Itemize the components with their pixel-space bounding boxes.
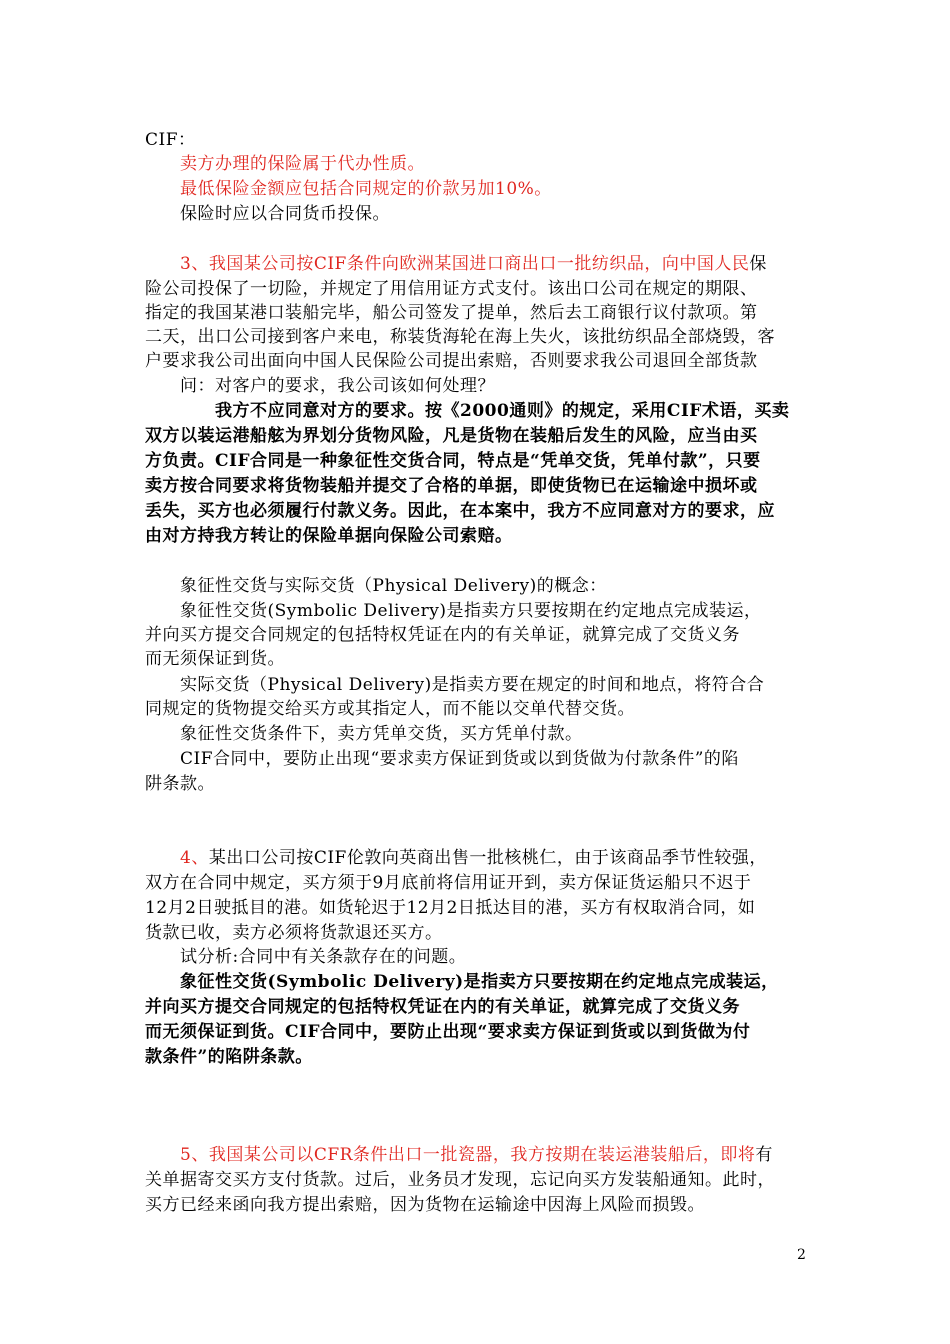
q3-line-1-red: 3、我国某公司按CIF条件向欧洲某国进口商出口一批纺织品，向中国人民 [180, 254, 750, 274]
q4-answer-3: 而无须保证到货。CIF合同中，要防止出现“要求卖方保证到货或以到货做为付 [145, 1022, 751, 1042]
cif-point-3: 保险时应以合同货币投保。 [180, 204, 390, 224]
q4-line-1 [180, 846, 810, 870]
q3-answer-5: 丢失，买方也必须履行付款义务。因此，在本案中，我方不应同意对方的要求，应 [145, 501, 775, 521]
q4-answer-1: 象征性交货(Symbolic Delivery)是指卖方只要按期在约定地点完成装运， [180, 972, 779, 992]
q3-answer-2: 双方以装运港船舷为界划分货物风险，凡是货物在装船后发生的风险，应当由买 [145, 426, 758, 446]
q3-answer-3: 方负责。CIF合同是一种象征性交货合同，特点是“凭单交货，凭单付款”，只要 [145, 451, 761, 471]
q3-line-1 [180, 252, 810, 276]
q3-line-1-black: 保 [749, 254, 767, 274]
q5-line-1-red: 5、我国某公司以CFR条件出口一批瓷器，我方按期在装运港装船后，即将 [180, 1145, 756, 1165]
q3-line-5: 户要求我公司出面向中国人民保险公司提出索赔，否则要求我公司退回全部货款 [145, 351, 758, 371]
concept-trap-2: 阱条款。 [145, 774, 215, 794]
q3-line-2: 险公司投保了一切险，并规定了用信用证方式支付。该出口公司在规定的期限、 [145, 279, 758, 299]
q4-line-4: 货款已收，卖方必须将货款退还买方。 [145, 923, 443, 943]
concept-symbolic-2: 并向买方提交合同规定的包括特权凭证在内的有关单证，就算完成了交货义务 [145, 625, 740, 645]
q4-answer-4: 款条件”的陷阱条款。 [145, 1047, 313, 1067]
q4-answer-2: 并向买方提交合同规定的包括特权凭证在内的有关单证，就算完成了交货义务 [145, 997, 740, 1017]
concept-symbolic-3: 而无须保证到货。 [145, 649, 285, 669]
q5-line-1 [180, 1143, 810, 1167]
q4-line-1-black: 某出口公司按CIF伦敦向英商出售一批核桃仁，由于该商品季节性较强， [208, 848, 767, 868]
concept-physical-1: 实际交货（Physical Delivery)是指卖方要在规定的时间和地点，将符合合 [180, 675, 765, 695]
concept-physical-2: 同规定的货物提交给买方或其指定人，而不能以交单代替交货。 [145, 699, 635, 719]
cif-heading: CIF： [145, 130, 196, 150]
q5-line-1-black: 有 [755, 1145, 773, 1165]
concept-symbolic-1: 象征性交货(Symbolic Delivery)是指卖方只要按期在约定地点完成装运， [180, 601, 762, 621]
concept-heading: 象征性交货与实际交货（Physical Delivery)的概念： [180, 576, 607, 596]
page-number: 2 [797, 1247, 806, 1263]
q4-line-1-red: 4、 [180, 848, 209, 868]
q3-answer-4: 卖方按合同要求将货物装船并提交了合格的单据，即使货物已在运输途中损坏或 [145, 476, 758, 496]
q3-line-3: 指定的我国某港口装船完毕，船公司签发了提单，然后去工商银行议付款项。第 [145, 303, 758, 323]
q3-answer-6: 由对方持我方转让的保险单据向保险公司索赔。 [145, 526, 513, 546]
q5-line-3: 买方已经来函向我方提出索赔，因为货物在运输途中因海上风险而损毁。 [145, 1195, 705, 1215]
q4-line-3: 12月2日驶抵目的港。如货轮迟于12月2日抵达目的港，买方有权取消合同，如 [145, 898, 756, 918]
q4-question: 试分析:合同中有关条款存在的问题。 [180, 947, 467, 967]
q5-line-2: 关单据寄交买方支付货款。过后，业务员才发现，忘记向买方发装船通知。此时， [145, 1170, 775, 1190]
concept-condition: 象征性交货条件下，卖方凭单交货，买方凭单付款。 [180, 724, 583, 744]
q3-line-4: 二天，出口公司接到客户来电，称装货海轮在海上失火，该批纺织品全部烧毁，客 [145, 327, 775, 347]
cif-point-2: 最低保险金额应包括合同规定的价款另加10%。 [180, 179, 552, 199]
q3-answer-1: 我方不应同意对方的要求。按《2000通则》的规定，采用CIF术语，买卖 [215, 401, 790, 421]
q4-line-2: 双方在合同中规定，买方须于9月底前将信用证开到，卖方保证货运船只不迟于 [145, 873, 752, 893]
concept-trap-1: CIF合同中，要防止出现“要求卖方保证到货或以到货做为付款条件”的陷 [180, 749, 739, 769]
cif-point-1: 卖方办理的保险属于代办性质。 [180, 154, 425, 174]
q3-question: 问：对客户的要求，我公司该如何处理？ [180, 376, 495, 396]
